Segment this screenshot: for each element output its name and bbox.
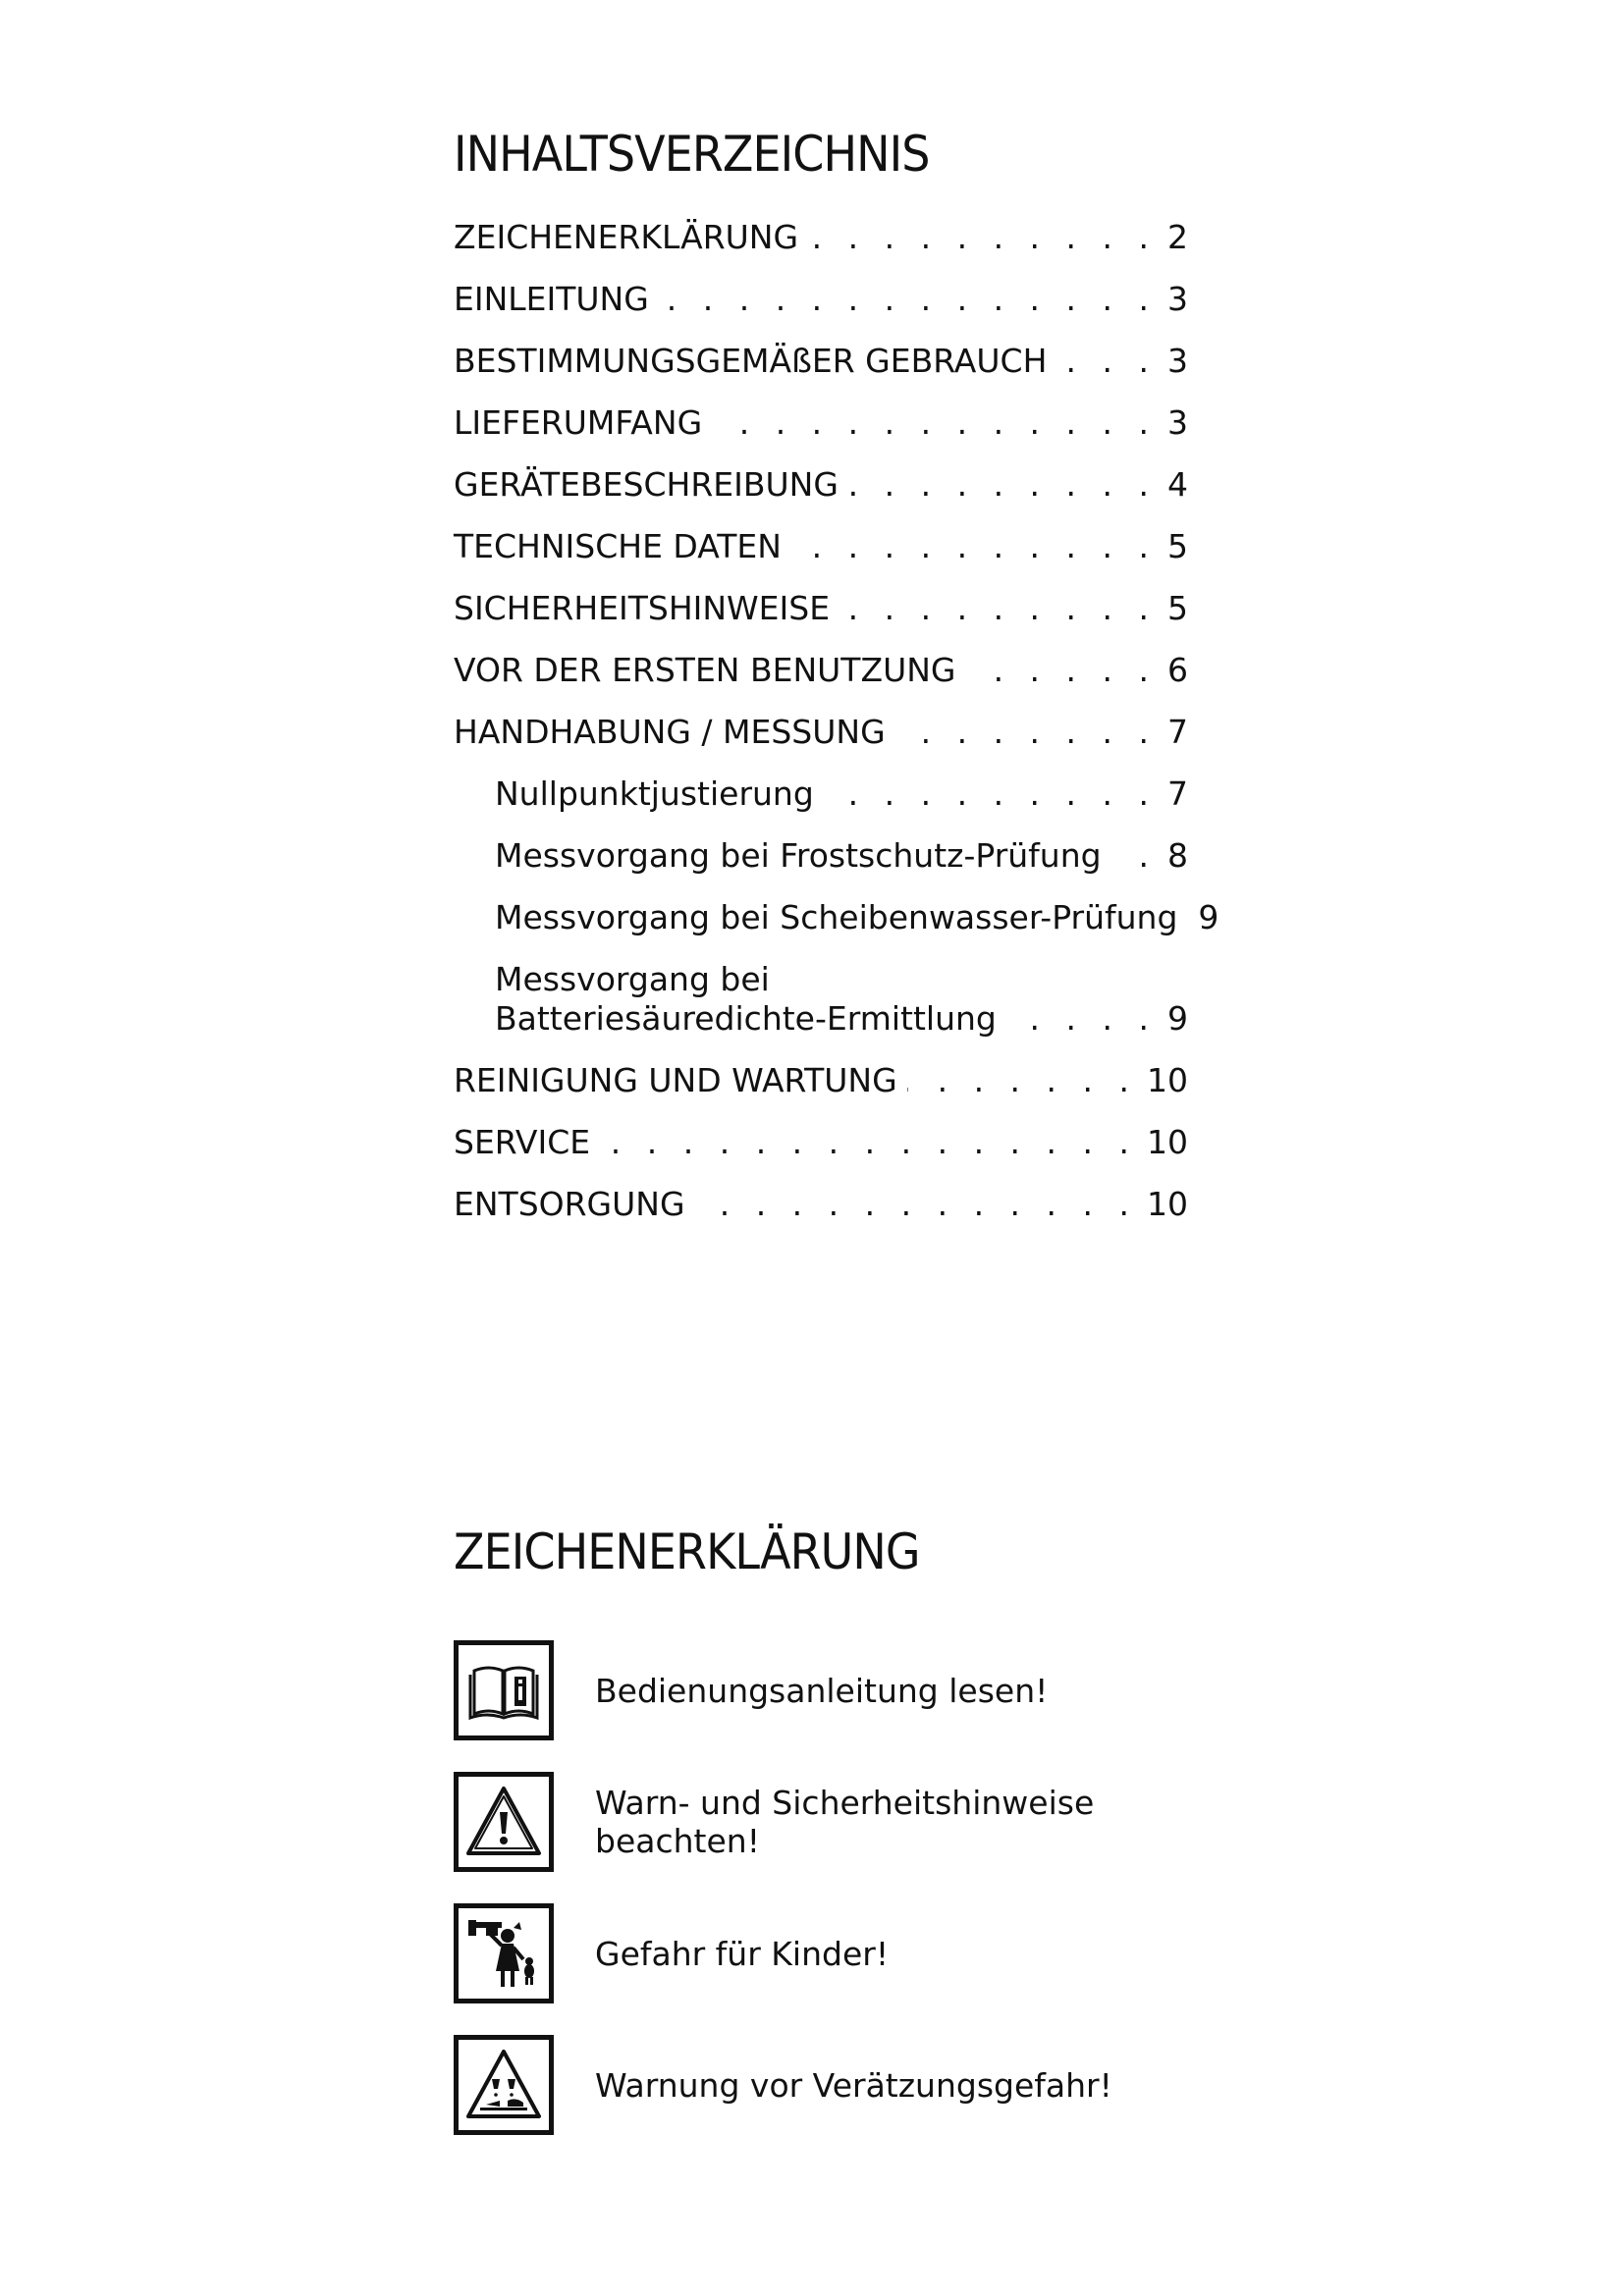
toc-entry-label: TECHNISCHE DATEN bbox=[454, 527, 782, 565]
toc-entry-page: 10 bbox=[1147, 1123, 1188, 1161]
toc-entry[interactable] bbox=[454, 403, 1188, 443]
toc-entry-page: 6 bbox=[1167, 651, 1188, 689]
toc-entry[interactable] bbox=[454, 280, 1188, 319]
legend-text: Warnung vor Verätzungsgefahr! bbox=[595, 2065, 1112, 2105]
toc-leader-dots bbox=[1056, 342, 1157, 381]
toc-entry-label: SICHERHEITSHINWEISE bbox=[454, 589, 831, 627]
toc-leader-dots bbox=[824, 774, 1157, 814]
toc-entry-label: GERÄTEBESCHREIBUNG bbox=[454, 465, 839, 504]
toc-leader-dots bbox=[907, 1061, 1137, 1100]
read-manual-icon bbox=[454, 1640, 554, 1740]
toc-entry-page: 7 bbox=[1167, 774, 1188, 813]
toc-entry-page: 10 bbox=[1147, 1061, 1188, 1099]
toc-entry[interactable] bbox=[454, 1185, 1188, 1224]
legend-text: Bedienungsanleitung lesen! bbox=[595, 1671, 1049, 1710]
legend-text: Gefahr für Kinder! bbox=[595, 1934, 890, 1973]
toc-entry-label bbox=[495, 960, 997, 1039]
toc-entry-page: 8 bbox=[1167, 836, 1188, 875]
toc-title: INHALTSVERZEICHNIS bbox=[454, 126, 930, 183]
toc-leader-dots bbox=[695, 1185, 1137, 1224]
corrosive-hazard-icon bbox=[454, 2035, 554, 2135]
toc-entry-label: BESTIMMUNGSGEMÄßER GEBRAUCH bbox=[454, 342, 1048, 380]
toc-entry[interactable] bbox=[454, 713, 1188, 752]
toc-subentry[interactable] bbox=[454, 960, 1188, 1039]
legend-text: Warn- und Sicherheitshinweise beachten! bbox=[595, 1784, 1095, 1860]
toc-leader-dots bbox=[600, 1123, 1137, 1162]
toc-entry-label: Messvorgang bei Scheibenwasser-Prüfung bbox=[495, 898, 1178, 936]
toc-leader-dots bbox=[1111, 836, 1157, 876]
toc-entry-label: Nullpunktjustierung bbox=[495, 774, 814, 813]
toc-entry-label: SERVICE bbox=[454, 1123, 591, 1161]
toc-entry-page: 5 bbox=[1167, 527, 1188, 565]
toc-subentry[interactable] bbox=[454, 774, 1188, 814]
toc-entry[interactable] bbox=[454, 589, 1188, 628]
toc-entry-page: 3 bbox=[1167, 403, 1188, 442]
toc-leader-dots bbox=[808, 218, 1157, 257]
legend-item bbox=[454, 1904, 1239, 2002]
toc-entry[interactable] bbox=[454, 1123, 1188, 1162]
toc-entry-label: REINIGUNG UND WARTUNG bbox=[454, 1061, 897, 1099]
legend-title: ZEICHENERKLÄRUNG bbox=[454, 1523, 920, 1580]
toc-subentry[interactable] bbox=[454, 836, 1188, 876]
toc-leader-dots bbox=[1006, 999, 1157, 1039]
toc-entry[interactable] bbox=[454, 218, 1188, 257]
legend-item bbox=[454, 2036, 1239, 2134]
toc-entry-page: 3 bbox=[1167, 342, 1188, 380]
toc-leader-dots bbox=[659, 280, 1157, 319]
toc-leader-dots bbox=[895, 713, 1157, 752]
table-of-contents bbox=[454, 218, 1219, 1247]
toc-entry-page: 7 bbox=[1167, 713, 1188, 751]
toc-entry-label: EINLEITUNG bbox=[454, 280, 649, 318]
child-danger-icon bbox=[454, 1903, 554, 2003]
toc-entry-page: 4 bbox=[1167, 465, 1188, 504]
toc-entry-label: HANDHABUNG / MESSUNG bbox=[454, 713, 886, 751]
legend-item bbox=[454, 1773, 1239, 1871]
toc-entry-page: 9 bbox=[1198, 898, 1219, 936]
toc-entry-label-line: Messvorgang bei bbox=[495, 960, 770, 998]
toc-entry-label: Messvorgang bei Frostschutz-Prüfung bbox=[495, 836, 1102, 875]
legend-item bbox=[454, 1641, 1239, 1739]
toc-entry-label: VOR DER ERSTEN BENUTZUNG bbox=[454, 651, 956, 689]
toc-leader-dots bbox=[839, 589, 1157, 628]
warning-triangle-icon bbox=[454, 1772, 554, 1872]
toc-entry[interactable] bbox=[454, 1061, 1188, 1100]
toc-entry[interactable] bbox=[454, 465, 1188, 505]
toc-entry-page: 2 bbox=[1167, 218, 1188, 256]
toc-entry-page: 5 bbox=[1167, 589, 1188, 627]
toc-entry-label-line: Batteriesäuredichte-Ermittlung bbox=[495, 999, 997, 1038]
toc-entry-label: ENTSORGUNG bbox=[454, 1185, 685, 1223]
toc-leader-dots bbox=[712, 403, 1157, 443]
toc-entry-page: 9 bbox=[1167, 999, 1188, 1038]
toc-entry-page: 10 bbox=[1147, 1185, 1188, 1223]
toc-subentry[interactable] bbox=[454, 898, 1219, 937]
toc-entry[interactable] bbox=[454, 651, 1188, 690]
toc-leader-dots bbox=[848, 465, 1157, 505]
symbol-legend bbox=[454, 1641, 1239, 2167]
toc-leader-dots bbox=[791, 527, 1157, 566]
toc-entry[interactable] bbox=[454, 527, 1188, 566]
toc-entry-page: 3 bbox=[1167, 280, 1188, 318]
toc-entry-label: ZEICHENERKLÄRUNG bbox=[454, 218, 799, 256]
toc-leader-dots bbox=[965, 651, 1157, 690]
toc-entry[interactable] bbox=[454, 342, 1188, 381]
toc-entry-label: LIEFERUMFANG bbox=[454, 403, 703, 442]
